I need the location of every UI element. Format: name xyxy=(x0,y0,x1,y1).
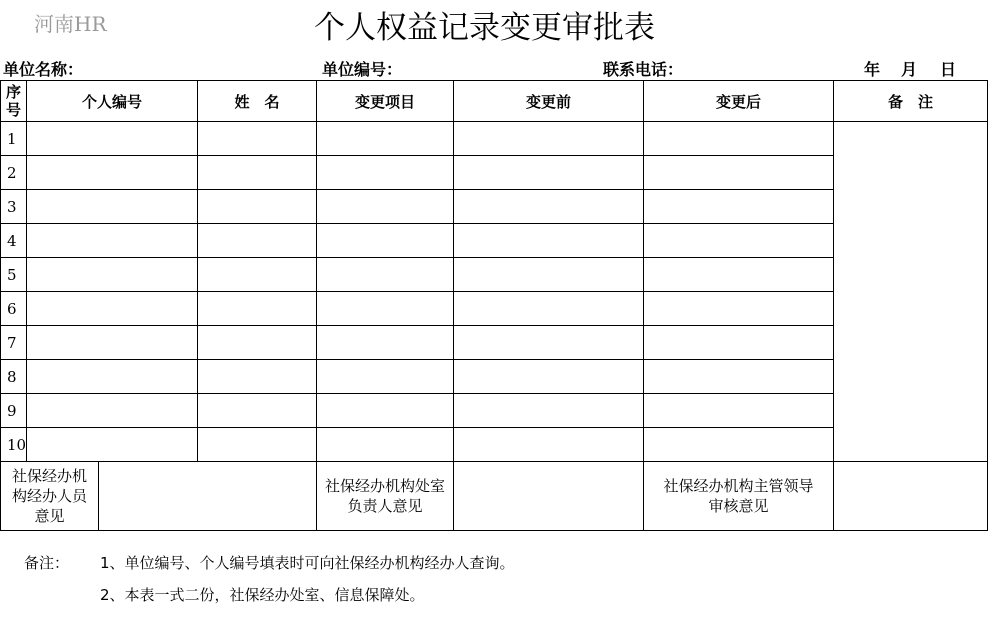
sign-office-label: 社保经办机构处室负责人意见 xyxy=(317,462,454,531)
change-item-cell[interactable] xyxy=(317,190,454,224)
after-cell[interactable] xyxy=(644,394,834,428)
after-cell[interactable] xyxy=(644,122,834,156)
col-header-seq-text: 序 号 xyxy=(5,83,21,119)
after-cell[interactable] xyxy=(644,190,834,224)
personal-id-cell[interactable] xyxy=(27,292,198,326)
personal-id-cell[interactable] xyxy=(27,122,198,156)
after-cell[interactable] xyxy=(644,156,834,190)
sign-leader-label: 社保经办机构主管领导审核意见 xyxy=(644,462,834,531)
change-item-cell[interactable] xyxy=(317,394,454,428)
row-index: 6 xyxy=(1,292,27,326)
name-cell[interactable] xyxy=(198,258,317,292)
col-header-change-item: 变更项目 xyxy=(317,81,454,122)
before-cell[interactable] xyxy=(454,224,644,258)
row-index: 5 xyxy=(1,258,27,292)
sign-leader-field[interactable] xyxy=(834,462,988,531)
before-cell[interactable] xyxy=(454,292,644,326)
change-item-cell[interactable] xyxy=(317,292,454,326)
sign-office-field[interactable] xyxy=(454,462,644,531)
change-item-cell[interactable] xyxy=(317,326,454,360)
name-cell[interactable] xyxy=(198,394,317,428)
before-cell[interactable] xyxy=(454,156,644,190)
before-cell[interactable] xyxy=(454,190,644,224)
personal-id-cell[interactable] xyxy=(27,360,198,394)
row-index: 8 xyxy=(1,360,27,394)
name-cell[interactable] xyxy=(198,428,317,462)
unit-code-label: 单位编号： xyxy=(322,60,403,79)
before-cell[interactable] xyxy=(454,428,644,462)
name-cell[interactable] xyxy=(198,190,317,224)
before-cell[interactable] xyxy=(454,394,644,428)
name-cell[interactable] xyxy=(198,292,317,326)
remarks-cell[interactable] xyxy=(834,122,988,462)
table-header-row xyxy=(1,81,988,122)
change-item-cell[interactable] xyxy=(317,224,454,258)
col-header-remarks: 备 注 xyxy=(834,81,988,122)
note-item-2: 2、本表一式二份，社保经办处室、信息保障处。 xyxy=(100,586,425,604)
phone-label: 联系电话： xyxy=(603,60,684,79)
row-index: 9 xyxy=(1,394,27,428)
name-cell[interactable] xyxy=(198,224,317,258)
personal-id-cell[interactable] xyxy=(27,326,198,360)
row-index: 1 xyxy=(1,122,27,156)
personal-id-cell[interactable] xyxy=(27,156,198,190)
date-day: 日 xyxy=(940,60,957,79)
col-header-name: 姓 名 xyxy=(198,81,317,122)
after-cell[interactable] xyxy=(644,428,834,462)
personal-id-cell[interactable] xyxy=(27,190,198,224)
table-row xyxy=(1,122,988,156)
unit-name-label: 单位名称： xyxy=(3,60,84,79)
col-header-after: 变更后 xyxy=(644,81,834,122)
personal-id-cell[interactable] xyxy=(27,224,198,258)
before-cell[interactable] xyxy=(454,326,644,360)
personal-id-cell[interactable] xyxy=(27,258,198,292)
row-index: 2 xyxy=(1,156,27,190)
after-cell[interactable] xyxy=(644,292,834,326)
col-header-before: 变更前 xyxy=(454,81,644,122)
approval-table xyxy=(0,80,988,531)
sign-agent-label: 社保经办机构经办人员意见 xyxy=(1,462,99,531)
row-index: 3 xyxy=(1,190,27,224)
change-item-cell[interactable] xyxy=(317,360,454,394)
personal-id-cell[interactable] xyxy=(27,394,198,428)
col-header-personal-id: 个人编号 xyxy=(27,81,198,122)
change-item-cell[interactable] xyxy=(317,258,454,292)
before-cell[interactable] xyxy=(454,122,644,156)
date-year: 年 xyxy=(864,60,881,79)
watermark-logo: 河南HR xyxy=(34,12,107,36)
row-index: 7 xyxy=(1,326,27,360)
row-index: 10 xyxy=(1,428,27,462)
change-item-cell[interactable] xyxy=(317,156,454,190)
name-cell[interactable] xyxy=(198,360,317,394)
sign-agent-field[interactable] xyxy=(99,462,317,531)
note-item-1: 1、单位编号、个人编号填表时可向社保经办机构经办人查询。 xyxy=(100,554,515,572)
notes-label: 备注： xyxy=(24,554,70,572)
change-item-cell[interactable] xyxy=(317,122,454,156)
col-header-seq xyxy=(1,81,27,122)
signature-row xyxy=(1,462,988,531)
after-cell[interactable] xyxy=(644,224,834,258)
name-cell[interactable] xyxy=(198,156,317,190)
after-cell[interactable] xyxy=(644,326,834,360)
form-title: 个人权益记录变更审批表 xyxy=(314,10,655,46)
change-item-cell[interactable] xyxy=(317,428,454,462)
row-index: 4 xyxy=(1,224,27,258)
date-month: 月 xyxy=(901,60,918,79)
name-cell[interactable] xyxy=(198,122,317,156)
after-cell[interactable] xyxy=(644,360,834,394)
personal-id-cell[interactable] xyxy=(27,428,198,462)
before-cell[interactable] xyxy=(454,360,644,394)
after-cell[interactable] xyxy=(644,258,834,292)
before-cell[interactable] xyxy=(454,258,644,292)
name-cell[interactable] xyxy=(198,326,317,360)
